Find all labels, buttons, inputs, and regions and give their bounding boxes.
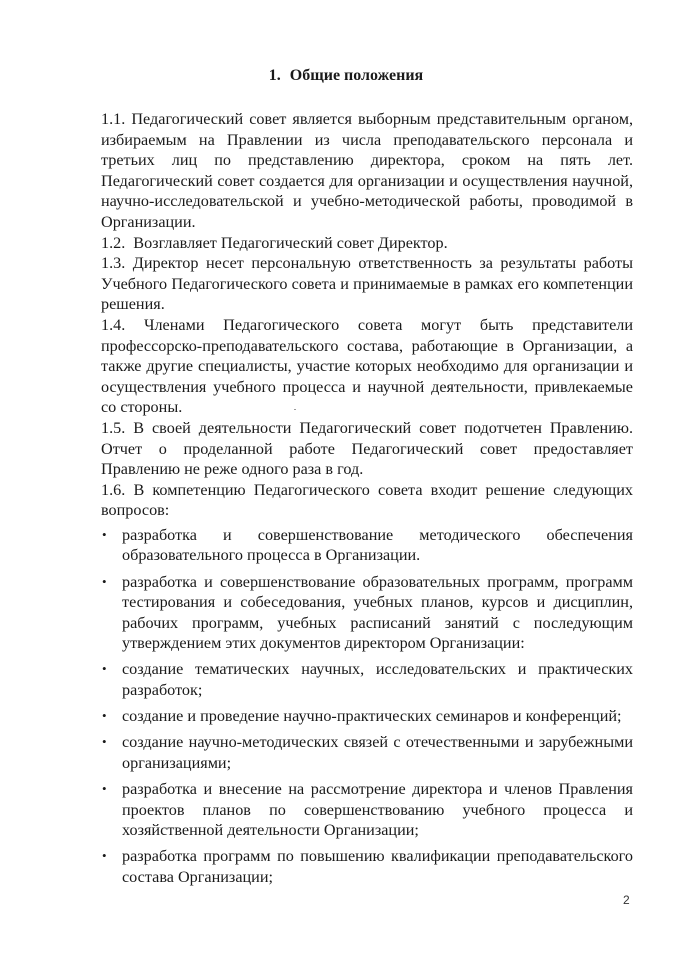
list-item-text: разработка программ по повышению квалификации преподавательского состава Организации; xyxy=(122,847,633,886)
paragraph-text: В своей деятельности Педагогический совет подотчетен Правлению. Отчет о проделанной работе Педагогический совет предоставляет Правлению не реже одного раза в год. xyxy=(101,418,633,479)
paragraph-number: 1.6. xyxy=(101,480,126,499)
list-item-text: создание научно-методических связей с отечественными и зарубежными организациями; xyxy=(122,733,633,772)
list-item xyxy=(101,732,633,773)
bullet-icon: • xyxy=(102,661,107,677)
paragraph-1-3 xyxy=(101,253,633,315)
list-item xyxy=(101,706,633,727)
paragraph-text: В компетенцию Педагогического совета входит решение следующих вопросов: xyxy=(101,480,634,520)
paragraph-text: Членами Педагогического совета могут быть представители профессорско-преподавательского состава, работающие в Организации, а также другие специалисты, участие которых необходимо для организации и осуществления учебного процесса и научной деятельности, привлекаемые со стороны. xyxy=(101,315,633,417)
section-heading xyxy=(0,66,678,86)
paragraph-number: 1.2. xyxy=(101,233,126,252)
list-item-text: разработка и совершенствование образовательных программ, программ тестирования и собеседования, учебных планов, курсов и дисциплин, рабочих программ, учебных расписаний занятий с последующим утверждением этих документов директором Организации: xyxy=(122,572,633,653)
paragraph-number: 1.3. xyxy=(101,254,126,273)
list-item-text: создание тематических научных, исследовательских и практических разработок; xyxy=(122,660,633,700)
list-item-text: разработка и совершенствование методического обеспечения образовательного процесса в Организации. xyxy=(122,525,633,565)
bullet-icon: • xyxy=(102,848,107,864)
scan-speck xyxy=(294,409,296,410)
paragraph-1-4 xyxy=(101,315,633,418)
paragraph-text: Директор несет персональную ответственность за результаты работы Учебного Педагогического совета и принимаемые в рамках его компетенции решения. xyxy=(101,254,634,314)
section-title: Общие положения xyxy=(289,67,424,84)
paragraph-1-2 xyxy=(101,233,633,254)
bullet-icon: • xyxy=(102,734,107,750)
list-item xyxy=(101,846,633,887)
competence-list xyxy=(101,525,633,888)
list-item xyxy=(101,572,633,654)
paragraph-text: Возглавляет Педагогический совет Директор. xyxy=(133,233,448,252)
bullet-icon: • xyxy=(102,780,107,796)
paragraph-1-6 xyxy=(101,480,633,521)
section-number: 1. xyxy=(268,67,281,84)
paragraph-1-5 xyxy=(101,418,633,480)
bullet-icon: • xyxy=(102,708,107,724)
list-item-text: создание и проведение научно-практических семинаров и конференций; xyxy=(122,707,622,726)
list-item xyxy=(101,779,633,841)
page-number: 2 xyxy=(623,893,630,907)
paragraph-text: Педагогический совет является выборным представительным органом, избираемым на Правлении из числа преподавательского персонала и третьих лиц по представлению директора, сроком на пять лет. Педагогический совет создается для организации и осуществления научной, научно-исследовательской и учебно-методической работы, проводимой в Организации. xyxy=(101,110,634,231)
list-item-text: разработка и внесение на рассмотрение директора и членов Правления проектов планов по совершенствованию учебного процесса и хозяйственной деятельности Организации; xyxy=(122,779,633,840)
bullet-icon: • xyxy=(102,526,107,542)
paragraph-number: 1.5. xyxy=(101,418,126,437)
paragraph-number: 1.1. xyxy=(101,110,126,128)
list-item xyxy=(101,659,633,700)
document-body xyxy=(101,109,633,893)
list-item xyxy=(101,525,633,566)
bullet-icon: • xyxy=(102,573,107,589)
paragraph-number: 1.4. xyxy=(101,315,126,334)
paragraph-1-1 xyxy=(101,109,633,233)
